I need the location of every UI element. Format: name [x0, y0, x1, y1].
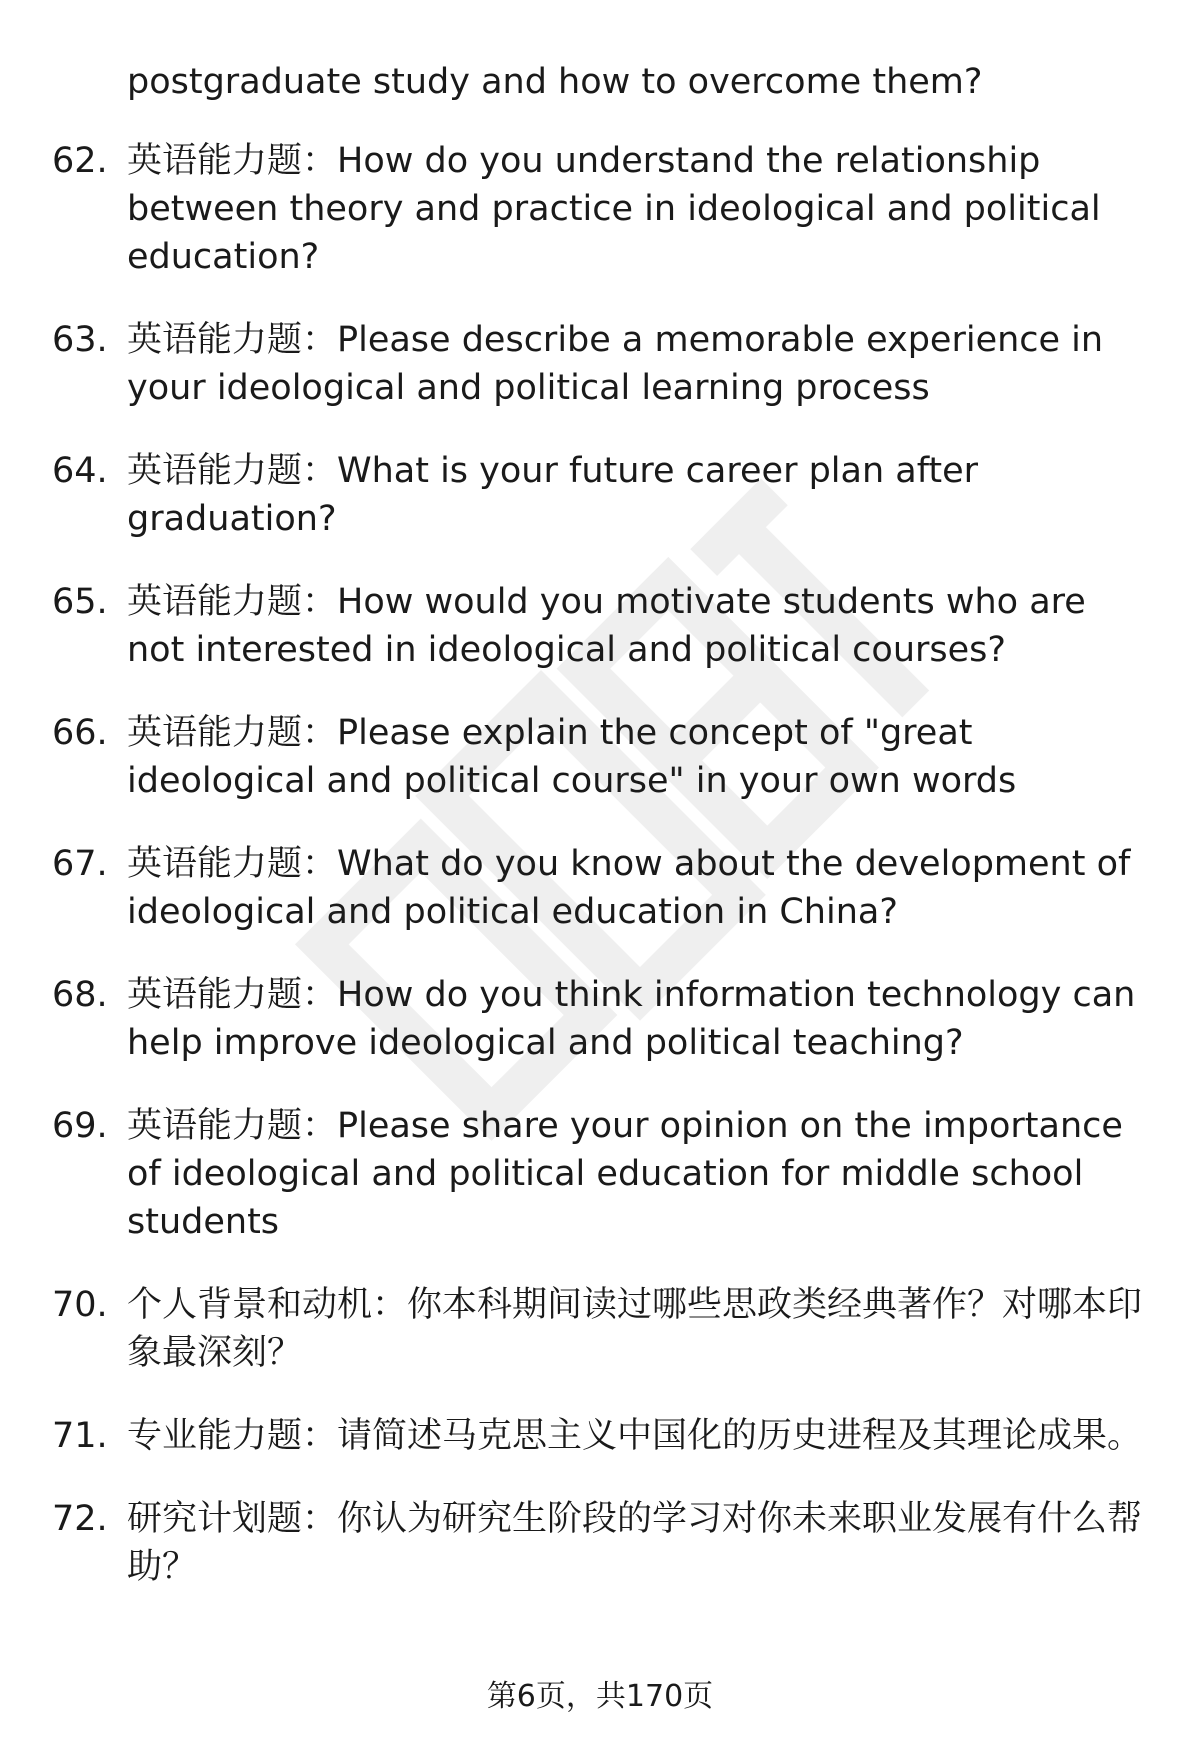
- question-number: 71.: [52, 1416, 108, 1456]
- question-text: 英语能力题：Please share your opinion on the importance of ideological and political education for middle school students: [127, 1106, 1123, 1242]
- question-item: [52, 1102, 1152, 1246]
- question-number: 69.: [52, 1106, 108, 1146]
- question-item: [52, 840, 1152, 936]
- question-text: 个人背景和动机：你本科期间读过哪些思政类经典著作？对哪本印象最深刻？: [127, 1285, 1143, 1373]
- question-text: 英语能力题：What is your future career plan after graduation?: [127, 451, 979, 539]
- question-item: [52, 709, 1152, 805]
- question-item: [52, 137, 1152, 281]
- page-footer: 第6页，共170页: [486, 1679, 714, 1714]
- question-number: 70.: [52, 1285, 108, 1325]
- question-text: 英语能力题：Please describe a memorable experience in your ideological and political learning process: [127, 320, 1104, 408]
- question-item: [52, 578, 1152, 674]
- question-item: [52, 971, 1152, 1067]
- continuation-line: postgraduate study and how to overcome them?: [127, 62, 983, 102]
- question-number: 67.: [52, 844, 108, 884]
- question-text: 英语能力题：What do you know about the development of ideological and political education in China?: [127, 844, 1131, 932]
- question-number: 68.: [52, 975, 108, 1015]
- question-text: 英语能力题：Please explain the concept of "great ideological and political course" in your own words: [127, 713, 1017, 801]
- question-number: 65.: [52, 582, 108, 622]
- question-number: 66.: [52, 713, 108, 753]
- question-number: 64.: [52, 451, 108, 491]
- question-text: 英语能力题：How would you motivate students who are not interested in ideological and political courses?: [127, 582, 1086, 670]
- question-number: 62.: [52, 141, 108, 181]
- question-text: 研究计划题：你认为研究生阶段的学习对你未来职业发展有什么帮助？: [127, 1499, 1143, 1587]
- question-item: [52, 1412, 1152, 1460]
- question-text: 英语能力题：How do you think information technology can help improve ideological and political teaching?: [127, 975, 1136, 1063]
- question-item: [52, 1495, 1152, 1591]
- question-item: [52, 447, 1152, 543]
- question-item: [52, 1281, 1152, 1377]
- question-item: [52, 316, 1152, 412]
- question-list: [52, 137, 1152, 1591]
- question-number: 72.: [52, 1499, 108, 1539]
- question-text: 专业能力题：请简述马克思主义中国化的历史进程及其理论成果。: [127, 1416, 1143, 1456]
- question-number: 63.: [52, 320, 108, 360]
- question-content: [52, 58, 1152, 1626]
- question-text: 英语能力题：How do you understand the relationship between theory and practice in ideological and political education?: [127, 141, 1101, 277]
